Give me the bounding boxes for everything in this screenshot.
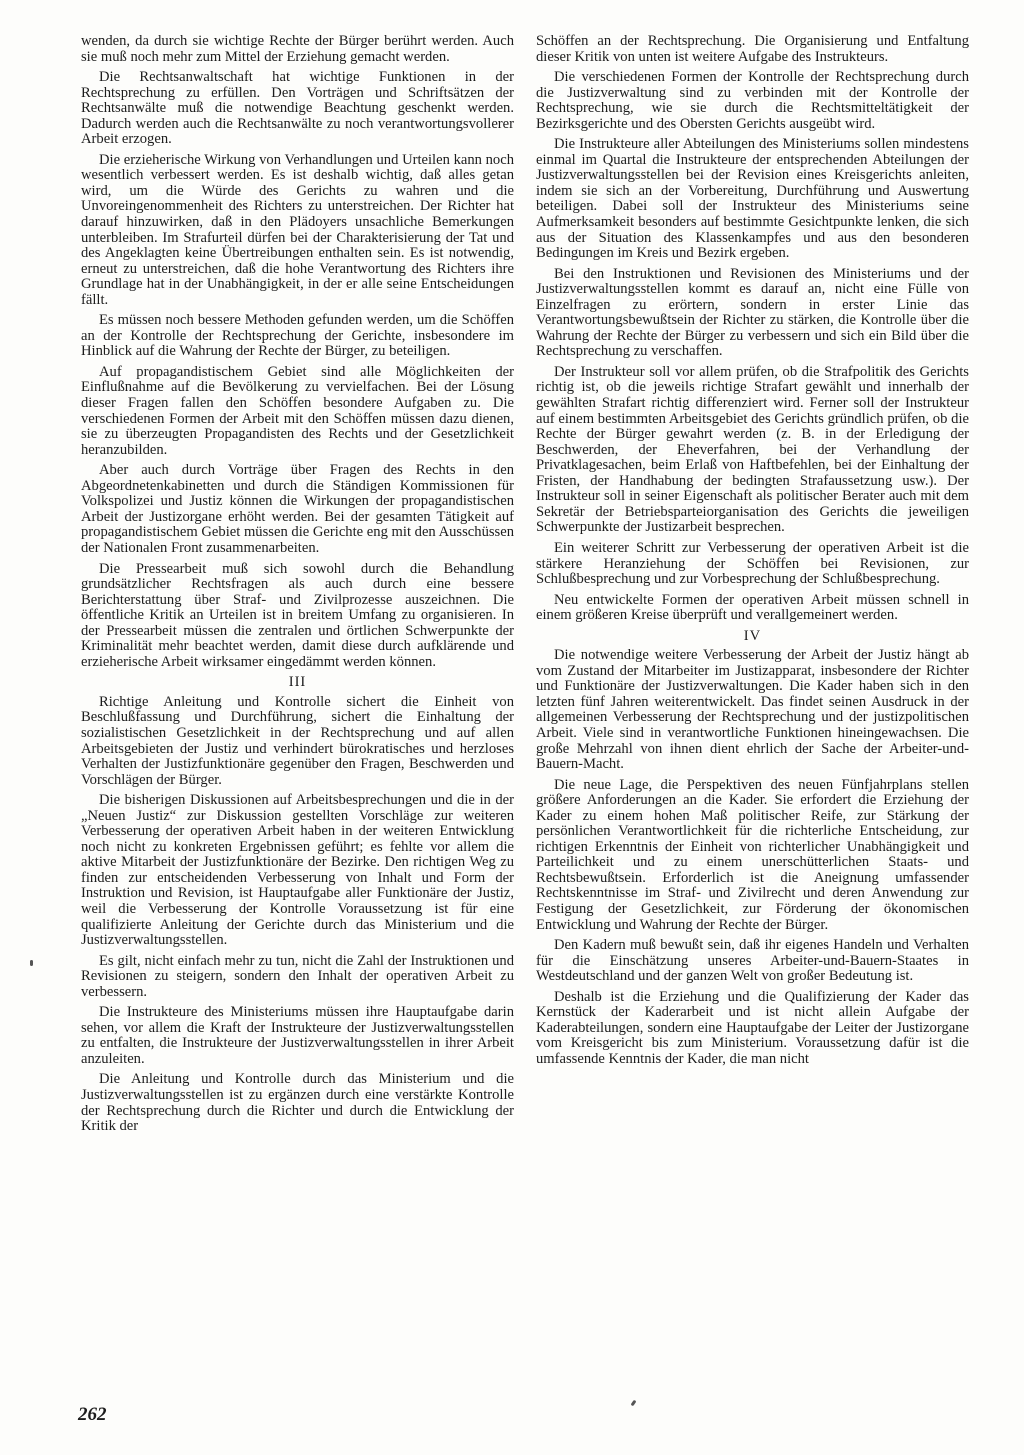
paragraph: Die Instrukteure aller Abteilungen des Ministeriums sollen mindestens einmal im Quartal die Instrukteure der entsprechenden Abteilungen der Justizverwaltungsstellen bei der Revision eines Kreisgerichts anleiten, indem sie sich an der Vorbereitung, Durchführung und Auswertung beteiligen. Dabei soll der Instrukteur des Ministeriums seine Aufmerksamkeit besonders auf bestimmte Gesichtpunkte lenken, die sich aus der Situation des Klassenkampfes und aus den besonderen Bedingungen im Kreis und Bezirk ergeben.	[536, 136, 969, 262]
section-heading-iii: III	[288, 674, 307, 691]
paragraph: Die erzieherische Wirkung von Verhandlungen und Urteilen kann noch wesentlich verbessert werden. Es ist deshalb wichtig, daß alles getan wird, um die Würde des Gerichts zu wahren und die Unvoreingenommenheit des Richters zu unterstreichen. Der Richter hat darauf hinzuwirken, daß in den Plädoyers unsachliche Bemerkungen unterbleiben. Im Strafurteil dürfen bei der Charakterisierung der Tat und des Angeklagten keine Übertreibungen enthalten sein. Es ist notwendig, erneut zu unterstreichen, daß die hohe Verantwortung des Richters ihre Grundlage hat in der Unabhängigkeit, in der er alle seine Entscheidungen fällt.	[81, 151, 514, 308]
paragraph: Den Kadern muß bewußt sein, daß ihr eigenes Handeln und Verhalten für die Einschätzung unseres Arbeiter-und-Bauern-Staates in Westdeutschland und der ganzen Welt von großer Bedeutung ist.	[536, 937, 969, 985]
paragraph: Es gilt, nicht einfach mehr zu tun, nicht die Zahl der Instruktionen und Revisionen zu steigern, sondern den Inhalt der operativen Arbeit zu verbessern.	[81, 952, 514, 1000]
scan-speck	[631, 1400, 637, 1407]
paragraph: Richtige Anleitung und Kontrolle sichert die Einheit von Beschlußfassung und Durchführung, sichert die Einhaltung der sozialistischen Gesetzlichkeit in der Rechtsprechung und auf allen Arbeitsgebieten der Justiz und verhindert bürokratisches und herzloses Verhalten der Justizfunktionäre gegenüber den Fragen, Beschwerden und Vorschlägen der Bürger.	[81, 693, 514, 788]
paragraph: Die neue Lage, die Perspektiven des neuen Fünfjahrplans stellen größere Anforderungen an die Kader. Sie erfordert die Erziehung der Kader zu einem hohen Maß politischer Reife, zur Stärkung der persönlichen Verantwortlichkeit für die richterliche Entscheidung, zur richtigen Erkenntnis der Einheit von richterlicher Unabhängigkeit und Parteilichkeit und zu einem unerschütterlichen Staats- und Rechtsbewußtsein. Erforderlich ist die Aneignung umfassender Rechtskenntnisse im Straf- und Zivilrecht und deren Anwendung zur Festigung der Gesetzlichkeit, zur Förderung der ökonomischen Entwicklung und Wahrung der Rechte der Bürger.	[536, 776, 969, 933]
paragraph: Die Instrukteure des Ministeriums müssen ihre Hauptaufgabe darin sehen, vor allem die Kraft der Instrukteure der Justizverwaltungsstellen zu entfalten, die Instrukteure der Justizverwaltungsstellen in ihrer Arbeit anzuleiten.	[81, 1004, 514, 1067]
paragraph: Auf propagandistischem Gebiet sind alle Möglichkeiten der Einflußnahme auf die Bevölkerung zu vervielfachen. Bei der Lösung dieser Fragen fallen den Schöffen besondere Aufgaben zu. Die verschiedenen Formen der Arbeit mit den Schöffen müssen dazu dienen, sie zu überzeugten Propagandisten des Rechts und der Gesetzlichkeit heranzubilden.	[81, 363, 514, 458]
paragraph: Die Rechtsanwaltschaft hat wichtige Funktionen in der Rechtsprechung zu erfüllen. Den Vorträgen und Schriftsätzen der Rechtsanwälte muß die notwendige Beachtung geschenkt werden. Dadurch werden auch die Rechtsanwälte zu noch verantwortungsvollerer Arbeit erzogen.	[81, 69, 514, 148]
paragraph: Der Instrukteur soll vor allem prüfen, ob die Strafpolitik des Gerichts richtig ist, ob die jeweils richtige Strafart gewählt und innerhalb der gewählten Strafart richtig differenziert wird. Ferner soll der Instrukteur auf einem bestimmten Arbeitsgebiet des Gerichts gründlich prüfen, ob die Rechte der Bürger gewahrt werden (z. B. in der Erledigung der Beschwerden, der Eheverfahren, bei der Verhandlung der Privatklagesachen, beim Erlaß von Haftbefehlen, bei der Einhaltung der Fristen, der Handhabung der bedingten Strafaussetzung usw.). Der Instrukteur soll in seiner Eigenschaft als politischer Berater auch mit dem Sekretär der Betriebsparteiorganisation des Gerichts die jeweiligen Schwerpunkte der Justizarbeit besprechen.	[536, 363, 969, 536]
scan-speck	[30, 960, 33, 966]
right-column	[536, 34, 969, 1072]
paragraph: Die bisherigen Diskussionen auf Arbeitsbesprechungen und die in der „Neuen Justiz“ zur Diskussion gestellten Vorschläge zur weiteren Verbesserung der operativen Arbeit haben in der weiteren Entwicklung noch nicht zu konkreten Ergebnissen geführt; es fehlte vor allem die aktive Mitarbeit der Justizfunktionäre der Bezirke. Den richtigen Weg zu finden zur entscheidenden Verbesserung von Inhalt und Form der Instruktion und Revision, ist Hauptaufgabe aller Funktionäre der Justiz, weil die Verbesserung der Kontrolle Voraussetzung ist für eine qualifizierte Anleitung der Gerichte durch das Ministerium und die Justizverwaltungsstellen.	[81, 792, 514, 949]
paragraph: Die verschiedenen Formen der Kontrolle der Rechtsprechung durch die Justizverwaltung sind zu verbinden mit der Kontrolle der Rechtsprechung, wie sie durch die Rechtsmitteltätigkeit der Bezirksgerichte und des Obersten Gerichts ausgeübt wird.	[536, 69, 969, 132]
paragraph: Es müssen noch bessere Methoden gefunden werden, um die Schöffen an der Kontrolle der Rechtsprechung der Gerichte, insbesondere im Hinblick auf die Wahrung der Rechte der Bürger, zu beteiligen.	[81, 312, 514, 360]
paragraph: wenden, da durch sie wichtige Rechte der Bürger berührt werden. Auch sie muß noch mehr zum Mittel der Erziehung gemacht werden.	[81, 33, 514, 65]
paragraph: Schöffen an der Rechtsprechung. Die Organisierung und Entfaltung dieser Kritik von unten ist weitere Aufgabe des Instrukteurs.	[536, 33, 969, 65]
paragraph: Die Pressearbeit muß sich sowohl durch die Behandlung grundsätzlicher Rechtsfragen als auch durch eine bessere Berichterstattung über Straf- und Zivilprozesse auszeichnen. Die öffentliche Kritik an Urteilen ist in breitem Umfang zu organisieren. In der Pressearbeit müssen die zentralen und örtlichen Schwerpunkte der Kriminalität mehr beachtet werden, damit diese durch aufklärende und erzieherische Arbeit wirksamer eingedämmt werden können.	[81, 560, 514, 670]
paragraph: Die notwendige weitere Verbesserung der Arbeit der Justiz hängt ab vom Zustand der Mitarbeiter im Justizapparat, insbesondere der Richter und Funktionäre der Justizverwaltungen. Die Kader haben sich in den letzten fünf Jahren weiterentwickelt. Das findet seinen Ausdruck in der allgemeinen Verbesserung der Rechtsprechung und der justizpolitischen Arbeit. Viele sind in verantwortliche Funktionen hineingewachsen. Die große Mehrzahl von ihnen dient ehrlich der Sache der Arbeiter-und-Bauern-Macht.	[536, 647, 969, 773]
page-number: 262	[78, 1404, 107, 1425]
paragraph: Aber auch durch Vorträge über Fragen des Rechts in den Abgeordnetenkabinetten und durch die Ständigen Kommissionen für Volkspolizei und Justiz können die Wirkungen der propagandistischen Arbeit der Justizorgane erhöht werden. Bei der gesamten Tätigkeit auf propagandistischem Gebiet müssen die Gerichte eng mit den Ausschüssen der Nationalen Front zusammenarbeiten.	[81, 462, 514, 556]
paragraph: Ein weiterer Schritt zur Verbesserung der operativen Arbeit ist die stärkere Heranziehung der Schöffen bei Revisionen, zur Schlußbesprechung und zur Vorbesprechung der Schlußbesprechung.	[536, 539, 969, 588]
paragraph: Bei den Instruktionen und Revisionen des Ministeriums und der Justizverwaltungsstellen kommt es darauf an, nicht eine Fülle von Einzelfragen zu erörtern, sondern in erster Linie das Verantwortungsbewußtsein der Richter zu stärken, die Kontrolle über die Wahrung der Rechte der Bürger zu verbessern und sich ein Bild über die Rechtsprechung zu verschaffen.	[536, 265, 969, 360]
paragraph: Die Anleitung und Kontrolle durch das Ministerium und die Justizverwaltungsstellen ist zu ergänzen durch eine verstärkte Kontrolle der Rechtsprechung durch die Richter und durch die Entwicklung der Kritik der	[81, 1071, 514, 1135]
paragraph: Neu entwickelte Formen der operativen Arbeit müssen schnell in einem größeren Kreise überprüft und verallgemeinert werden.	[536, 591, 969, 624]
section-heading-iv: IV	[743, 627, 762, 644]
left-column	[81, 34, 514, 1140]
paragraph: Deshalb ist die Erziehung und die Qualifizierung der Kader das Kernstück der Kaderarbeit und ist nicht allein Aufgabe der Kaderabteilungen, sondern eine Hauptaufgabe der Leiter der Justizorgane vom Kreisgericht bis zum Ministerium. Voraussetzung dafür ist die umfassende Kenntnis der Kader, die man nicht	[536, 988, 969, 1067]
